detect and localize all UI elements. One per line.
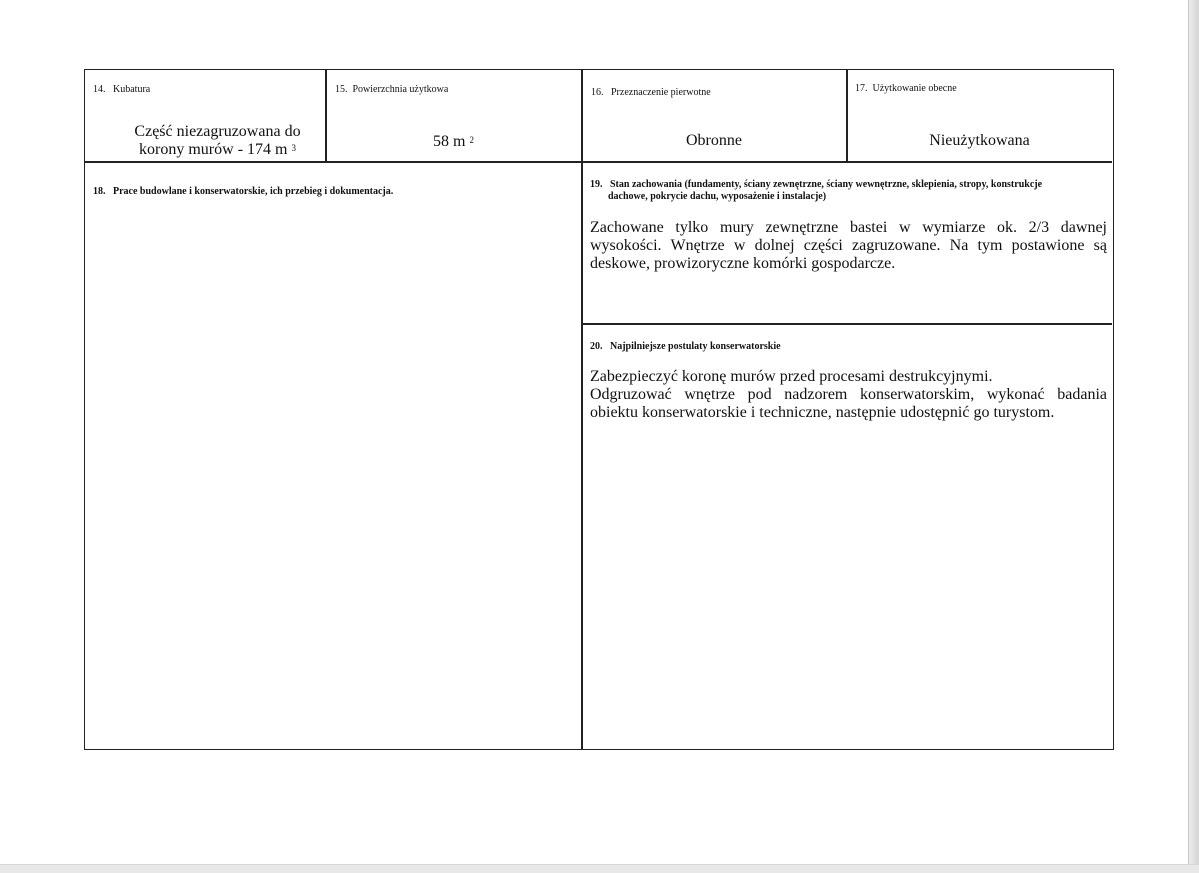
field-postulaty: [582, 324, 1112, 749]
field-przeznaczenie-label: 16. Przeznaczenie pierwotne: [591, 87, 711, 98]
field-stan-value: Zachowane tylko mury zewnętrzne bastei w wymiarze ok. 2/3 dawnej wysokości. Wnętrze w dolnej części zagruzowane. Na tym postawione są deskowe, prowizoryczne komórki gospodarcze.: [590, 219, 1107, 272]
record-form-table: [84, 69, 1114, 750]
field-kubatura: [85, 70, 325, 161]
field-przeznaczenie: [582, 70, 846, 161]
field-prace-label: 18. Prace budowlane i konserwatorskie, ich przebieg i dokumentacja.: [93, 186, 394, 197]
field-kubatura-label: 14. Kubatura: [93, 84, 151, 95]
field-powierzchnia-value: 58 m $^2$: [433, 133, 474, 150]
field-postulaty-label: 20. Najpilniejsze postulaty konserwatorskie: [590, 341, 781, 352]
page-edge-shadow: [1188, 0, 1199, 872]
field-stan-label: 19. Stan zachowania (fundamenty, ściany zewnętrzne, ściany wewnętrzne, sklepienia, stropy, konstrukcje dachowe, pokrycie dachu, wyposażenie i instalacje): [590, 179, 1043, 202]
field-uzytkowanie: [847, 70, 1112, 161]
field-kubatura-value: Część niezagruzowana do korony murów - 174 m $^3$: [134, 123, 301, 158]
field-powierzchnia: [326, 70, 581, 161]
field-powierzchnia-label: 15. Powierzchnia użytkowa: [335, 84, 449, 95]
field-postulaty-value: Zabezpieczyć koronę murów przed procesami destrukcyjnymi. Odgruzować wnętrze pod nadzorem konserwatorskim, wykonać badania obiektu konserwatorskie i techniczne, następnie udostępnić go turystom.: [590, 368, 1107, 421]
field-uzytkowanie-label: 17. Użytkowanie obecne: [855, 83, 957, 94]
field-uzytkowanie-value: Nieużytkowana: [929, 132, 1030, 149]
field-przeznaczenie-value: Obronne: [686, 132, 742, 149]
field-stan: [582, 162, 1112, 323]
field-prace: [85, 162, 581, 749]
